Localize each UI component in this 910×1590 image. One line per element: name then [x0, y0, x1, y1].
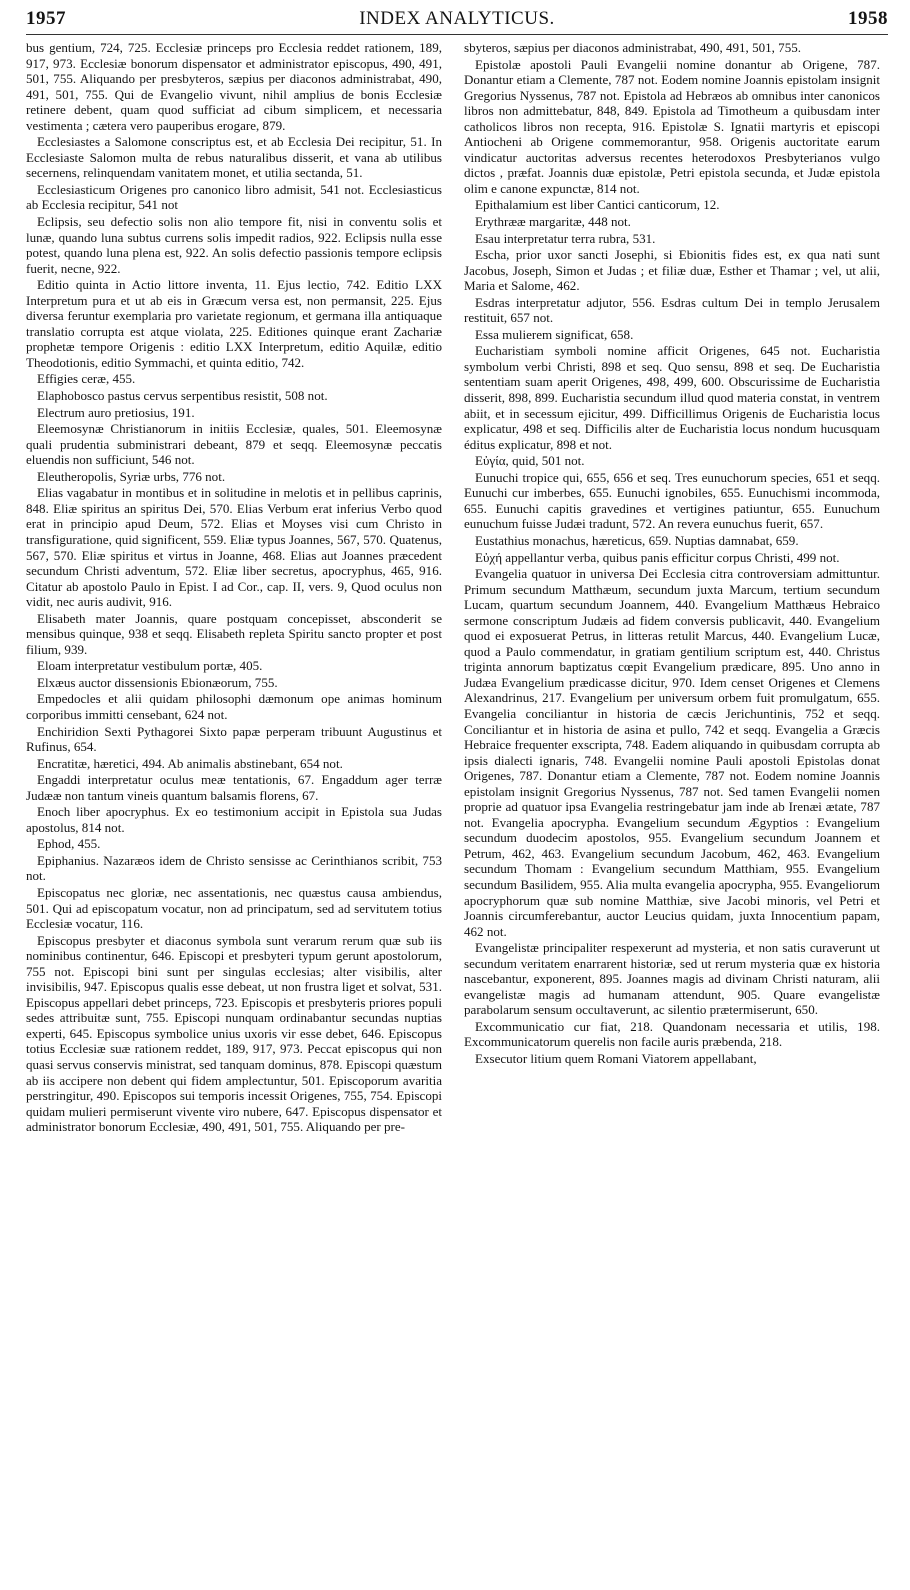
index-entry: Eleutheropolis, Syriæ urbs, 776 not.	[37, 468, 226, 484]
index-entry: Erythrææ margaritæ, 448 not.	[475, 214, 631, 230]
right-column	[464, 40, 880, 1585]
index-entry: Evangelistæ principaliter respexerunt ad mysteria, et non satis curaverunt ut secundum veritatem enarrarent historiæ, sed ut rerum mysteria quæ ex historia nascebantur, exponerent, 895. Joannes magis ad divinam Christi naturam, alii evangelistæ magis ad humanam attendunt, 905. Quare evangelistæ parabolarum sensum occultaverunt, ac silentio prætermiserunt, 650.	[464, 940, 880, 1018]
index-entry: Effigies ceræ, 455.	[37, 371, 136, 387]
index-entry: Eloam interpretatur vestibulum portæ, 405.	[37, 658, 263, 674]
index-entry: Elisabeth mater Joannis, quare postquam concepisset, absconderit se mensibus quinque, 938 et seqq. Elisabeth repleta Spiritu sancto propter et post filium, 939.	[26, 610, 442, 657]
left-column	[26, 40, 442, 1585]
index-entry: Elaphobosco pastus cervus serpentibus resistit, 508 not.	[37, 388, 328, 404]
index-entry: Essa mulierem significat, 658.	[475, 326, 634, 342]
index-entry: Engaddi interpretatur oculus meæ tentationis, 67. Engaddum ager terræ Judææ non tantum vineis quantum balsamis florens, 67.	[26, 772, 442, 803]
index-entry: Excommunicatio cur fiat, 218. Quandonam necessaria et utilis, 198. Excommunicatorum querelis non facile auris præbenda, 218.	[464, 1018, 880, 1050]
index-entry: Enoch liber apocryphus. Ex eo testimonium accipit in Epistola sua Judas apostolus, 814 not.	[26, 804, 442, 835]
index-entry: Empedocles et alii quidam philosophi dæmonum ope animas hominum corporibus immitti censebant, 624 not.	[26, 691, 442, 722]
index-entry: Εὐγία, quid, 501 not.	[475, 453, 585, 469]
index-entry: Epiphanius. Nazaræos idem de Christo sensisse ac Cerinthianos scribit, 753 not.	[26, 852, 442, 884]
running-title: INDEX ANALYTICUS.	[359, 8, 555, 29]
index-entry: bus gentium, 724, 725. Ecclesiæ princeps pro Ecclesia reddet rationem, 189, 917, 973. Ecclesiæ bonorum dispensator et administrator episcopus, 490, 491, 501, 755. Aliquando per presbyteros, sæpius per diaconos administrabat, 490, 491, 501, 755. Qui de Evangelio vivunt, nihil amplius de bonis Ecclesiæ retinere debent, quam quod sufficiat ad cibum simplicem, et necessaria vestimenta ; cætera vero pauperibus erogare, 879.	[26, 40, 442, 133]
index-entry: Eunuchi tropice qui, 655, 656 et seq. Tres eunuchorum species, 651 et seqq. Eunuchi cur imberbes, 655. Eunuchi ignobiles, 655. Eunuchismi incommoda, 655. Eunuchi capitis gravedines et vertigines patiuntur, 655. Eunuchum eunuchum fuisse Judæi tradunt, 572. An revera eunuchus fuerit, 657.	[464, 469, 880, 532]
index-entry: Epithalamium est liber Cantici canticorum, 12.	[475, 197, 720, 213]
page-number-right: 1958	[848, 8, 888, 29]
index-entry: Ephod, 455.	[37, 836, 101, 852]
page-header	[26, 8, 888, 34]
index-entry: Eclipsis, seu defectio solis non alio tempore fit, nisi in conventu solis et lunæ, quando luna subtus currens solis impedit radios, 922. Eclipsis nulla esse potest, quando luna plena est, 922. An solis defectio passionis tempore eclipsis fuerit, necne, 922.	[26, 214, 442, 276]
index-entry: Esdras interpretatur adjutor, 556. Esdras cultum Dei in templo Jerusalem restituit, 657 not.	[464, 294, 880, 326]
index-entry: Escha, prior uxor sancti Josephi, si Ebionitis fides est, ex qua nati sunt Jacobus, Joseph, Simon et Judas ; et filiæ duæ, Esther et Thamar ; vel, ut alii, Maria et Salome, 462.	[464, 247, 880, 294]
index-entry: Evangelia quatuor in universa Dei Ecclesia citra controversiam admittuntur. Primum secundum Matthæum, secundum juxta Marcum, tertium secundum Lucam, quartum secundum Joannem, 440. Evangelium Matthæus Hebraico sermone conscriptum Judæis ad fidem conversis publicavit, 440. Evangelium quod ei exposuerat Petrus, in litteras retulit Marcus, 440. Evangelium Lucæ, quod a Paulo commendatur, in gratiam gentilium scriptum est, 440. Christus triginta annorum baptizatus cœpit Evangelium prædicare, 895. Uno anno in Judæa Evangelium prædicasse dicitur, 970. Idem censet Origenes et Clemens Alexandrinus, 217. Evangelium per universum orbem fuit promulgatum, 655. Evangelia conciliantur in historia de cæcis Jerichuntinis, 752 et seqq. Conciliantur et in historia de asina et pullo, 742 et seqq. Evangelia a Græcis Hebraice frequenter exscripta, 748. Eadem aliquando in quibusdam corrupta ab ipsis dialecti ignaris, 748. Evangelii nomine Pauli apostoli Epistolas donat Origenes, 787. Donantur etiam a Clemente, 787 not. Eodem nomine Joannis epistolam insignit Gregorius Nyssenus, 787 not. Sed tamen Evangelii nomen proprie ad quatuor ipsa Evangelia restringebatur jam inde ab Irenæi ætate, 787 not. Evangelia apocrypha. Evangelium secundum Ægyptios : Evangelium secundum duodecim apostolos, 955. Evangelium secundum Joannem et Petrum, 462, 463. Evangelium secundum Jacobum, 462, 463. Evangelium secundum Thomam : Evangelium secundum Matthiam, 955. Evangelium secundum Basilidem, 955. Alia multa evangelia apocrypha, 955. Evangeliorum apocryphorum quæ sub nomine Matthiæ, sive Jacobi minoris, vel Petri et Joannis circumferebantur, auctor Leucius quidam, juxta Innocentium papam, 462 not.	[464, 566, 880, 939]
index-entry: Epistolæ apostoli Pauli Evangelii nomine donantur ab Origene, 787. Donantur etiam a Clemente, 787 not. Eodem nomine Joannis epistolam insignit Gregorius Nyssenus, 787 not. Epistola ad Hebræos ab omnibus inter canonicos libros non admittebatur, 848, 849. Epistola ad Timotheum a quibusdam inter catholicos libros non recepta, 916. Epistolæ S. Ignatii martyris et episcopi Antiocheni ab Origene commemorantur, 958. Origenis auctoritate earum vindicatur auctoritas adversus recentes heterodoxos Presbyterianos vulgo dictos , præfat. Joannis duæ epistolæ, Petri epistola secunda, et Judæ epistola olim e canone expunctæ, 814 not.	[464, 56, 880, 196]
index-entry: Eustathius monachus, hæreticus, 659. Nuptias damnabat, 659.	[475, 532, 799, 548]
index-entry: Ecclesiastes a Salomone conscriptus est, et ab Ecclesia Dei recipitur, 51. In Ecclesiaste Salomon multa de rebus naturalibus disserit, et vana ab utilibus secernens, relinquendam vanitatem monet, et utilia sectanda, 51.	[26, 134, 442, 181]
index-entry: Encratitæ, hæretici, 494. Ab animalis abstinebant, 654 not.	[37, 755, 343, 771]
index-entry: Eucharistiam symboli nomine afficit Origenes, 645 not. Eucharistia symbolum verbi Christi, 898 et seq. Quo sensu, 898 et seq. De Eucharistia sententiam suam aperit Origenes, 498, 499, 600. Obscurissime de Eucharistia disserit, 898, 899. Eucharistia secundum illud quod materia constat, in ventrem abiit, et in secessum ejicitur, 499. Difficillimus Origenis de Eucharistia locus explicatur, 498 et seq. Difficilis alter de Eucharistia locus nondum hucusquam éditus explicatur, 898 et not.	[464, 343, 880, 452]
index-entry: Enchiridion Sexti Pythagorei Sixto papæ perperam tribuunt Augustinus et Rufinus, 654.	[26, 723, 442, 755]
header-rule	[26, 34, 888, 35]
page-number-left: 1957	[26, 8, 66, 29]
index-entry: Episcopus presbyter et diaconus symbola sunt verarum rerum quæ sub iis nominibus continentur, 646. Episcopi et presbyteri typum gerunt apostolorum, 755 not. Episcopi bini sunt per singulas ecclesias; alter visibilis, alter invisibilis, 947. Episcopus qualis esse debeat, ut non frustra liget et solvat, 531. Episcopus appellari debet princeps, 723. Episcopis et presbyteris priores populi sedes attribuitæ sunt, 755. Episcopi nunquam ordinabantur secundas nuptias experti, 645. Episcopus symbolice unius uxoris vir esse debet, 646. Episcopus totius Ecclesiæ suæ rationem reddet, 189, 917, 973. Peccat episcopus qui non quasi servus conservis ministrat, sed tanquam dominus, 878. Episcopi quæstum ab iis accipere non debent qui fidem amplectuntur, 501. Episcoporum avaritia perstringitur, 490. Episcopos sui temporis incessit Origenes, 755, 754. Episcopi quidam mulieri permiserunt vivente viro nubere, 647. Episcopus dispensator et administrator bonorum Ecclesiæ, 490, 491, 501, 755. Aliquando per pre-	[26, 932, 442, 1135]
index-entry: Εὐχή appellantur verba, quibus panis efficitur corpus Christi, 499 not.	[475, 549, 840, 565]
index-entry: Ecclesiasticum Origenes pro canonico libro admisit, 541 not. Ecclesiasticus ab Ecclesia recipitur, 541 not	[26, 181, 442, 213]
index-entry: Esau interpretatur terra rubra, 531.	[475, 230, 656, 246]
index-entry: Exsecutor litium quem Romani Viatorem appellabant,	[475, 1051, 757, 1066]
index-entry: sbyteros, sæpius per diaconos administrabat, 490, 491, 501, 755.	[464, 40, 802, 55]
index-entry: Elxæus auctor dissensionis Ebionæorum, 755.	[37, 674, 278, 690]
index-entry: Episcopatus nec gloriæ, nec assentationis, nec quæstus causa ambiendus, 501. Qui ad episcopatum vocatur, non ad principatum, sed ad servitutem totius Ecclesiæ vocatur, 116.	[26, 884, 442, 932]
index-entry: Elias vagabatur in montibus et in solitudine in melotis et in pellibus caprinis, 848. Eliæ spiritus an spiritus Dei, 570. Elias Verbum erat inferius Verbo quod erat in principio apud Deum, 572. Elias et Moyses visi cum Christo in transfiguratione, quid significent, 559. Eliæ typus Joannes, 567, 570. Quatenus, 567, 570. Eliæ spiritus et virtus in Joanne, 468. Elias aut Joannes præcedent secundum Christi adventum, 572. Eliæ liber secretus, apocryphus, 465, 916. Citatur ab apostolo Paulo in Epist. I ad Cor., cap. II, vers. 9, Quod oculus non vidit, nec auris audivit, 916.	[26, 485, 442, 610]
index-entry: Editio quinta in Actio littore inventa, 11. Ejus lectio, 742. Editio LXX Interpretum pura et ut ab eis in Græcum versa est, non permansit, 225. Ejus diversa feruntur exemplaria pro varietate regionum, et germana illa antiquaque translatio corrupta est atque violata, 225. Editiones quinque erant Zachariæ prophetæ tempore Origenis : editio LXX Interpretum, editio Aquilæ, editio Theodotionis, editio Symmachi, et quinta editio, 742.	[26, 277, 442, 370]
index-entry: Electrum auro pretiosius, 191.	[37, 404, 195, 420]
index-entry: Eleemosynæ Christianorum in initiis Ecclesiæ, quales, 501. Eleemosynæ quali prudentia subministrari debeant, 879 et seqq. Eleemosynæ peccatis eluendis non sufficiunt, 546 not.	[26, 421, 442, 468]
